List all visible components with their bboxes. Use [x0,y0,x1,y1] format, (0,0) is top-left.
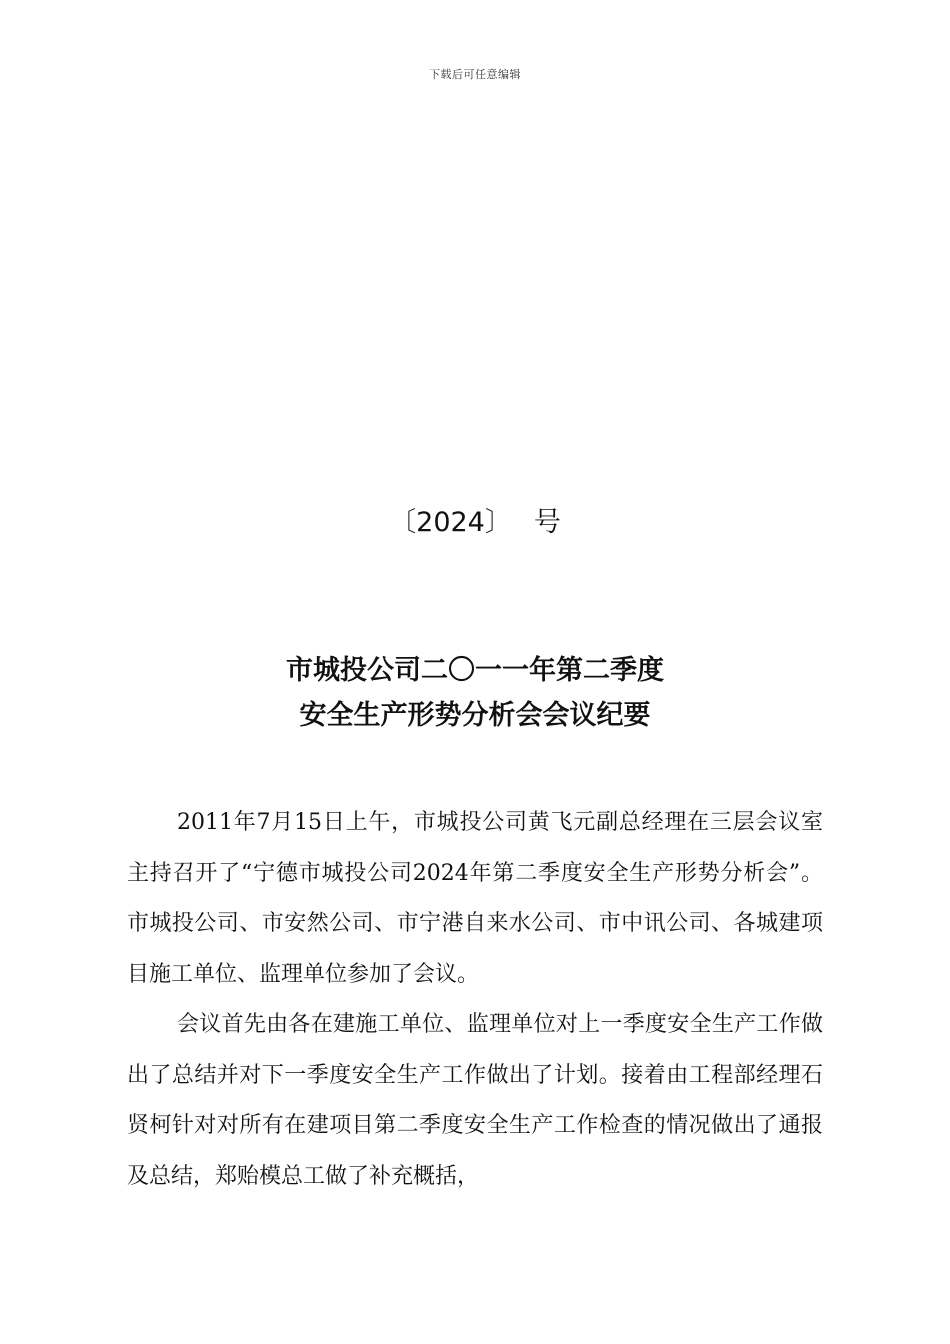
title-line-2: 安全生产形势分析会会议纪要 [299,700,651,731]
document-number-year: 〔2024〕 [389,507,512,538]
body-paragraph-1: 2011年7月15日上午，市城投公司黄飞元副总经理在三层会议室主持召开了“宁德市城投公司2024年第二季度安全生产形势分析会”。 市城投公司、市安然公司、市宁港自来水公司、市中讯公司、各城建项目施工单位、监理单位参加了会议。 [127,810,823,987]
header-note: 下载后可任意编辑 [429,68,521,81]
document-title [0,648,950,738]
document-number-suffix: 号 [533,507,561,538]
body-paragraph-2: 会议首先由各在建施工单位、监理单位对上一季度安全生产工作做出了总结并对下一季度安全生产工作做出了计划。接着由工程部经理石贤柯针对对所有在建项目第二季度安全生产工作检查的情况做出了通报及总结，郑贻模总工做了补充概括， [127,1012,823,1189]
document-number [0,500,950,539]
document-body [127,798,823,1202]
title-line-1: 市城投公司二〇一一年第二季度 [286,655,664,686]
